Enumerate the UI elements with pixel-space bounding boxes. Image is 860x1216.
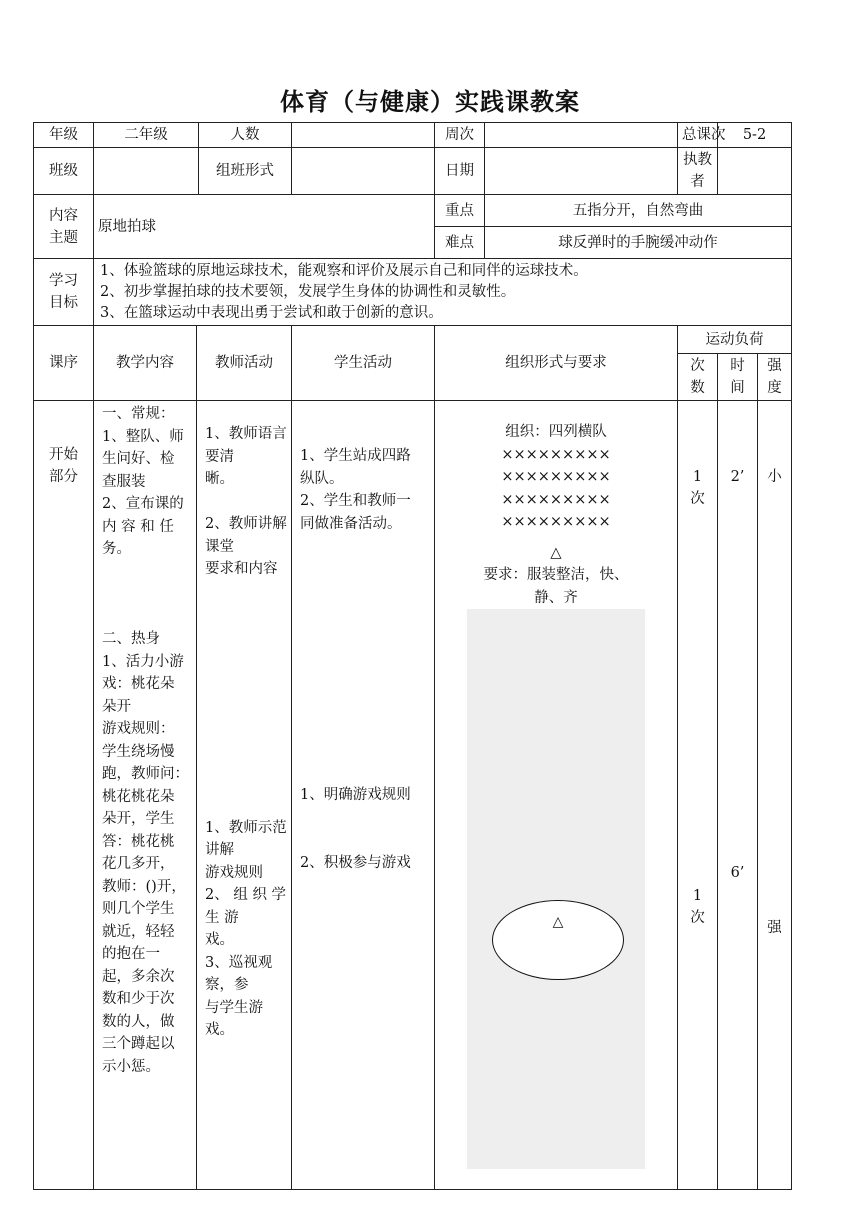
load-time-a: 2’ <box>730 469 745 485</box>
date-label: 日期 <box>435 148 485 195</box>
content-line: 教师：()开， <box>102 878 186 895</box>
col-content: 教学内容 <box>94 326 197 401</box>
form-label: 组班形式 <box>199 148 292 195</box>
part-label-line-2: 部分 <box>49 469 78 485</box>
week-value <box>485 123 678 148</box>
formation-row: ××××××××× <box>501 514 611 530</box>
student-activity-game <box>300 784 430 874</box>
load-times-b-1: 1 <box>692 888 703 904</box>
goals-label-line-2: 目标 <box>49 295 78 311</box>
teacher-value <box>718 148 792 195</box>
col-time-line-2: 间 <box>730 380 745 396</box>
content-line: 2、宣布课的 <box>102 496 184 512</box>
page-title: 体育（与健康）实践课教案 <box>280 88 580 116</box>
content-topic: 原地拍球 <box>94 195 435 259</box>
teacher-mark: △ <box>550 544 562 561</box>
col-time <box>718 354 758 401</box>
load-intensity-b: 强 <box>767 920 782 936</box>
class-value <box>94 148 199 195</box>
content-line: 朵开 <box>102 698 131 715</box>
content-line: 戏：桃花朵 <box>102 676 175 692</box>
content-line: 答：桃花桃 <box>102 833 175 850</box>
content-line: 就近，轻轻 <box>102 923 175 940</box>
load-times-a-2: 次 <box>690 491 705 507</box>
teaching-content-lines <box>102 403 192 1078</box>
teacher-activity-line: 晰。 <box>205 471 234 487</box>
formation-row: ××××××××× <box>501 446 611 463</box>
count-value <box>292 123 435 148</box>
org-heading: 组织：四列横队 <box>505 424 607 440</box>
content-line: 朵开，学生 <box>102 811 175 827</box>
count-label: 人数 <box>199 123 292 148</box>
goal-item: 3、在篮球运动中表现出勇于尝试和敢于创新的意识。 <box>100 304 443 321</box>
content-line: 数的人，做 <box>102 1013 175 1030</box>
form-value <box>292 148 435 195</box>
game-field <box>467 609 645 1169</box>
formation-row: ××××××××× <box>501 469 611 485</box>
header-row-2 <box>34 148 792 195</box>
requirement-line-1: 要求：服装整洁，快、 <box>483 567 629 583</box>
student-activity-line: 1、明确游戏规则 <box>300 787 411 803</box>
content-label-line-1: 内容 <box>49 207 78 224</box>
formation-row: ××××××××× <box>501 491 611 508</box>
teacher-activity-line: 要求和内容 <box>205 561 278 577</box>
col-times <box>678 354 718 401</box>
goal-item: 1、体验篮球的原地运球技术，能观察和评价及展示自己和同伴的运球技术。 <box>100 262 588 279</box>
col-student: 学生活动 <box>292 326 435 401</box>
content-line: 内 容 和 任 <box>102 518 174 535</box>
load-intensity <box>758 401 792 1190</box>
teacher-activity-line: 2、教师讲解课堂 <box>205 516 287 555</box>
col-time-line-1: 时 <box>730 358 745 374</box>
formation-grid <box>441 444 671 534</box>
student-activity-line: 纵队。 <box>300 470 344 487</box>
teacher-activity <box>197 401 292 1190</box>
teacher-activity-line: 1、教师示范讲解 <box>205 819 287 858</box>
student-activity-line: 2、积极参与游戏 <box>300 854 411 871</box>
teacher-activity-line <box>205 491 287 514</box>
content-line <box>102 561 192 584</box>
teacher-activity-line: 戏。 <box>205 932 234 948</box>
total-label: 总课次 <box>678 123 718 148</box>
content-line: 的抱在一 <box>102 946 160 962</box>
teacher-activity-line: 1、教师语言要清 <box>205 426 287 465</box>
content-label-line-2: 主题 <box>49 229 78 246</box>
teaching-content <box>94 401 197 1190</box>
opening-part-row <box>34 401 792 1190</box>
student-activity-line: 1、学生站成四路 <box>300 448 411 464</box>
load-time <box>718 401 758 1190</box>
grade-value: 二年级 <box>94 123 199 148</box>
content-label <box>34 195 94 259</box>
week-label: 周次 <box>435 123 485 148</box>
col-times-line-1: 次 <box>690 358 705 374</box>
col-teacher: 教师活动 <box>197 326 292 401</box>
content-line: 务。 <box>102 541 131 557</box>
difficulty-value: 球反弹时的手腕缓冲动作 <box>485 227 792 259</box>
load-intensity-a: 小 <box>767 469 782 485</box>
class-label: 班级 <box>34 148 94 195</box>
content-line: 二、热身 <box>102 631 160 647</box>
teacher-activity-game <box>205 817 287 1042</box>
focus-label: 重点 <box>435 195 485 227</box>
col-intensity-line-2: 度 <box>767 380 782 396</box>
goals-label-line-1: 学习 <box>49 273 78 289</box>
game-circle <box>492 900 624 980</box>
organization <box>435 401 678 1190</box>
goals-row <box>34 259 792 326</box>
center-teacher-mark: △ <box>552 914 564 930</box>
content-line: 跑，教师问： <box>102 766 189 782</box>
date-value <box>485 148 678 195</box>
student-activity-line <box>300 807 430 830</box>
load-times-a-1: 1 <box>692 469 703 485</box>
focus-value: 五指分开，自然弯曲 <box>485 195 792 227</box>
content-line: 示小惩。 <box>102 1058 160 1075</box>
content-line: 桃花桃花朵 <box>102 788 175 805</box>
student-activity-line <box>300 829 430 852</box>
student-activity <box>292 401 435 1190</box>
col-times-line-2: 数 <box>690 380 705 396</box>
load-time-b: 6’ <box>730 865 745 881</box>
column-header-row-1 <box>34 326 792 354</box>
teacher-label: 执教者 <box>678 148 718 195</box>
goals-list <box>94 259 792 326</box>
col-intensity-line-1: 强 <box>767 358 782 374</box>
content-line: 游戏规则： <box>102 721 175 737</box>
student-activity-line: 2、学生和教师一 <box>300 493 411 509</box>
content-line: 查服装 <box>102 473 146 490</box>
lesson-plan-table <box>33 122 792 1190</box>
content-line <box>102 583 192 606</box>
teacher-activity-line: 3、巡视观察，参 <box>205 954 273 993</box>
content-line: 生问好、检 <box>102 451 175 467</box>
content-line: 学生绕场慢 <box>102 743 175 760</box>
teacher-activity-line: 与学生游戏。 <box>205 999 263 1038</box>
content-row-1 <box>34 195 792 227</box>
col-org: 组织形式与要求 <box>435 326 678 401</box>
difficulty-label: 难点 <box>435 227 485 259</box>
content-line: 三个蹲起以 <box>102 1036 175 1052</box>
total-value: 5-2 <box>718 123 792 148</box>
goals-label <box>34 259 94 326</box>
grade-label: 年级 <box>34 123 94 148</box>
load-times <box>678 401 718 1190</box>
content-line: 起，多余次 <box>102 968 175 985</box>
teacher-activity-warmup <box>205 423 287 581</box>
student-activity-warmup <box>300 445 430 535</box>
load-times-b-2: 次 <box>690 910 705 926</box>
part-label <box>34 401 94 1190</box>
part-label-line-1: 开始 <box>49 447 78 463</box>
content-line: 一、常规： <box>102 406 175 422</box>
content-line: 1、活力小游 <box>102 653 184 670</box>
col-order: 课序 <box>34 326 94 401</box>
student-activity-line: 同做准备活动。 <box>300 515 402 532</box>
teacher-activity-line: 2、 组 织 学 生 游 <box>205 887 287 926</box>
content-line: 花几多开， <box>102 856 175 872</box>
teacher-activity-line: 游戏规则 <box>205 864 263 881</box>
goal-item: 2、初步掌握拍球的技术要领，发展学生身体的协调性和灵敏性。 <box>100 283 516 300</box>
content-line: 则几个学生 <box>102 901 175 917</box>
col-load: 运动负荷 <box>678 326 792 354</box>
requirement-line-2: 静、齐 <box>534 589 578 606</box>
content-line: 数和少于次 <box>102 991 175 1007</box>
col-intensity <box>758 354 792 401</box>
header-row-1 <box>34 123 792 148</box>
content-line <box>102 606 192 629</box>
content-line: 1、整队、师 <box>102 428 184 445</box>
